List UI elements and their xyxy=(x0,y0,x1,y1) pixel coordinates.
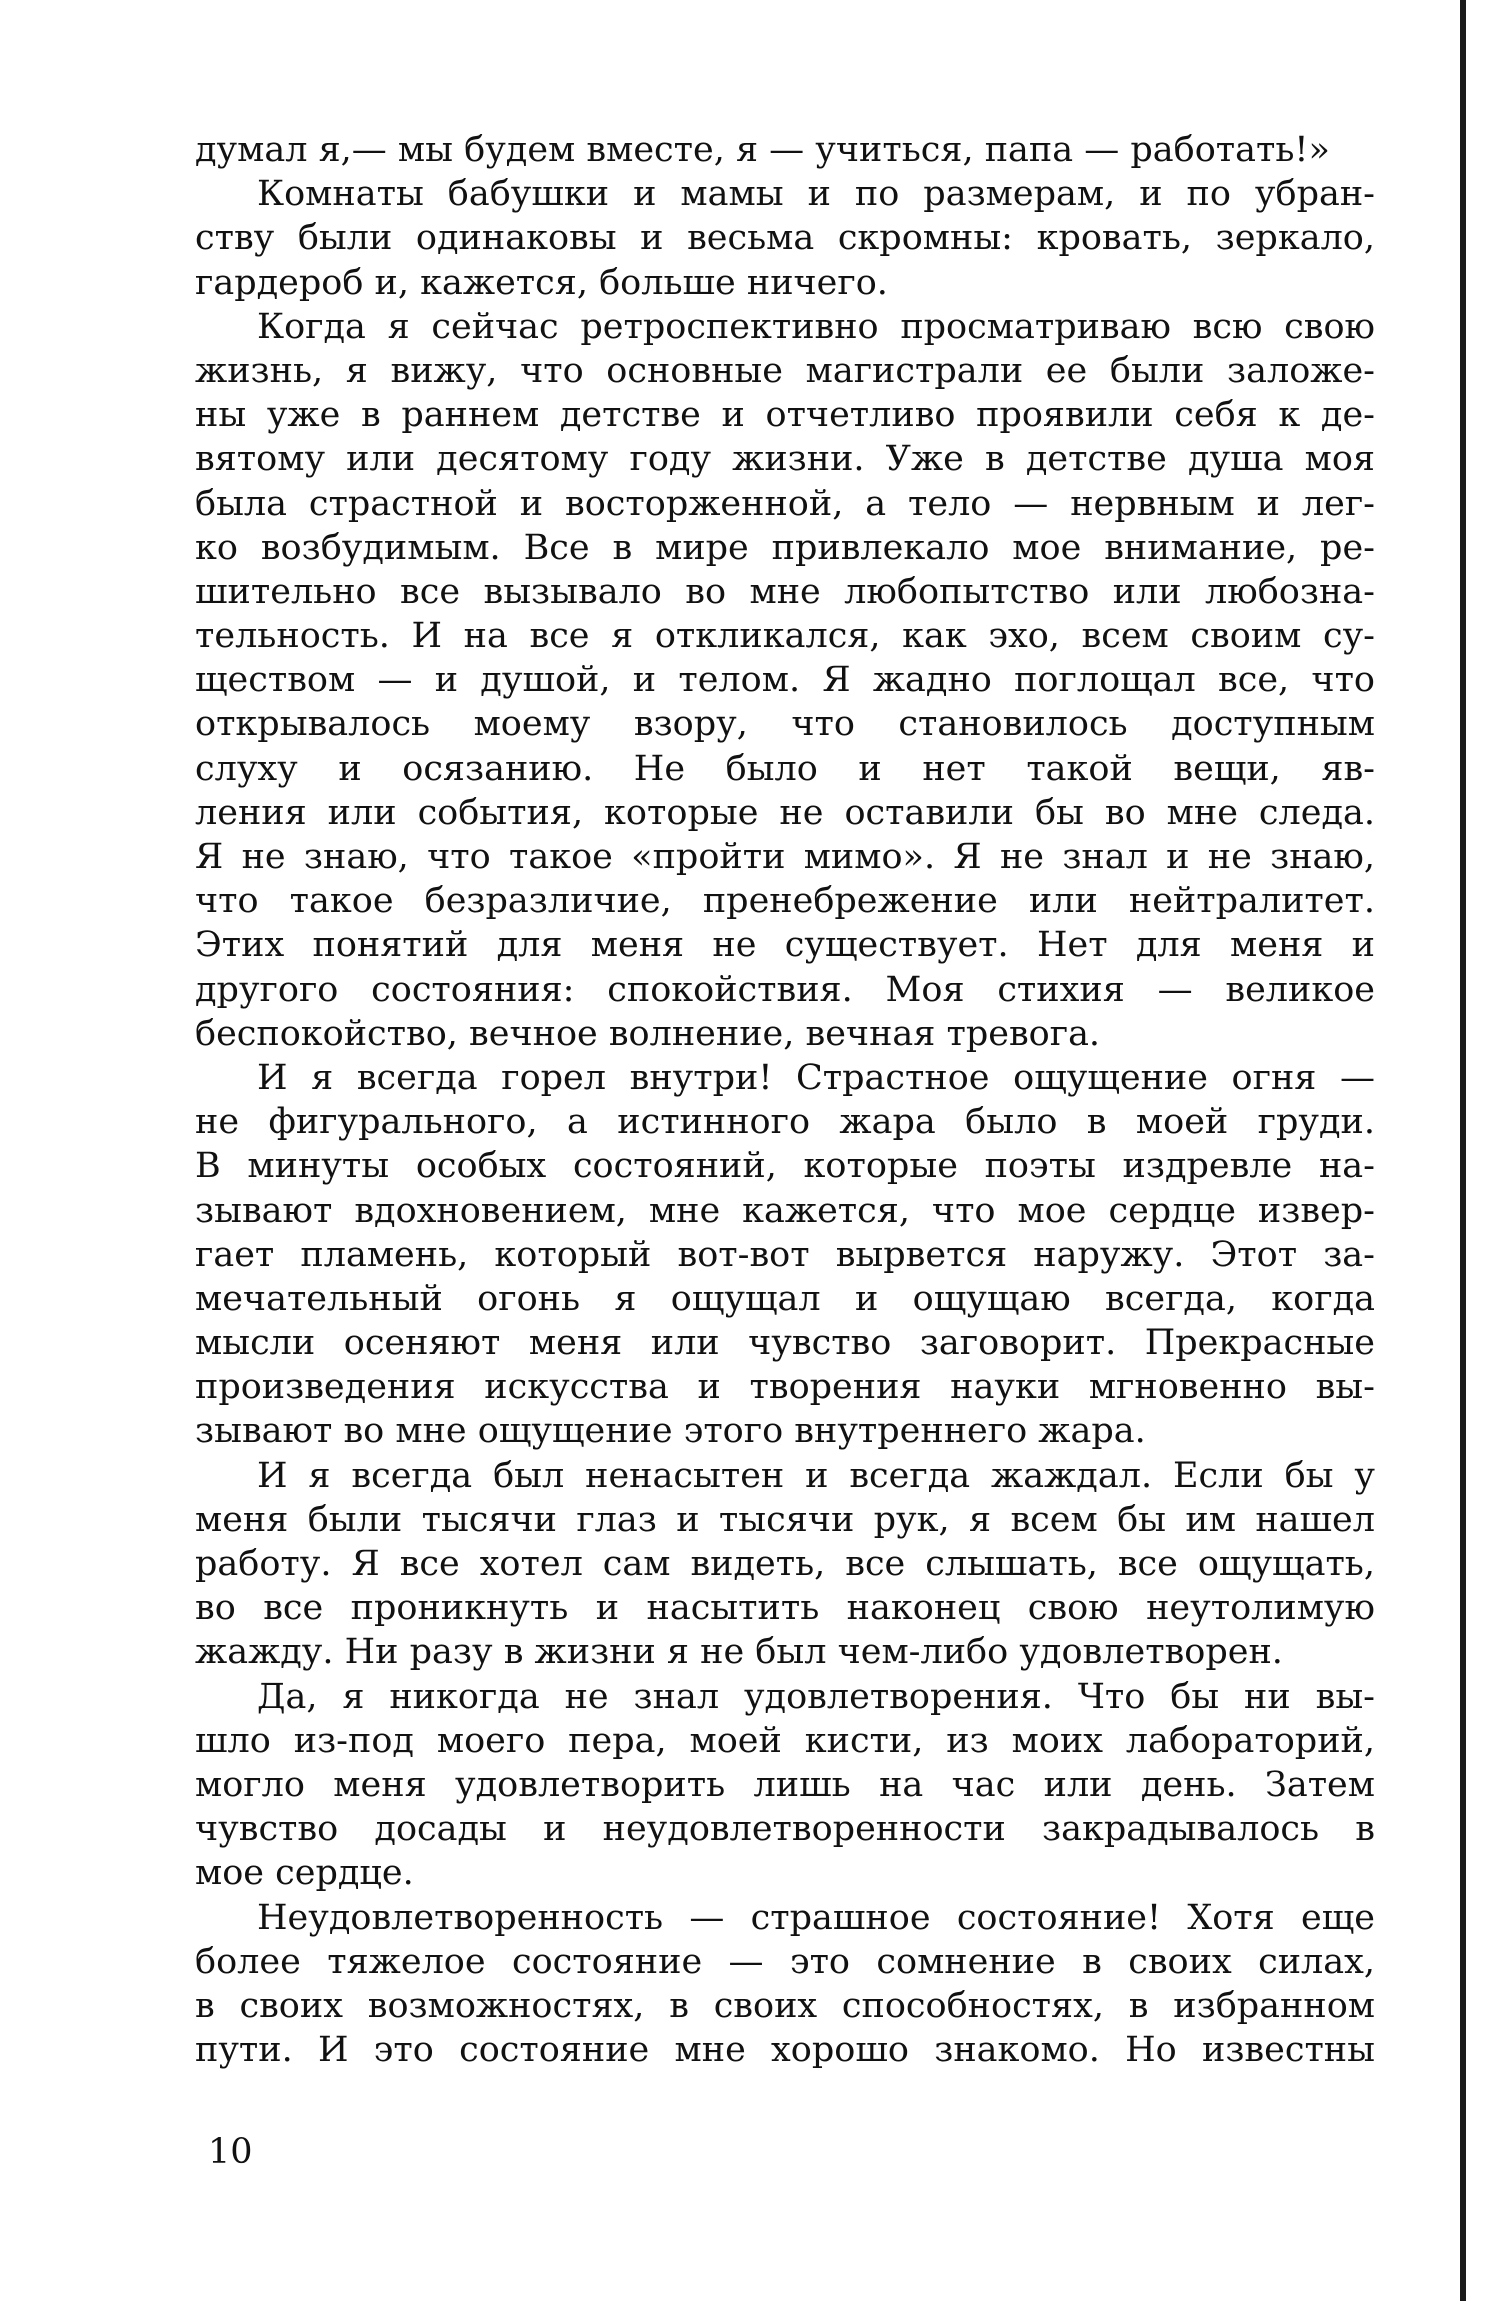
text-line: ны уже в раннем детстве и отчетливо проявили себя к де- xyxy=(195,395,1375,436)
text-line: работу. Я все хотел сам видеть, все слышать, все ощущать, xyxy=(195,1544,1375,1584)
text-line: мысли осеняют меня или чувство заговорит. Прекрасные xyxy=(195,1323,1375,1364)
text-line: что такое безразличие, пренебрежение или нейтралитет. xyxy=(195,881,1375,922)
text-line: зывают во мне ощущение этого внутреннего жара. xyxy=(195,1411,1146,1452)
text-line: жажду. Ни разу в жизни я не был чем-либо удовлетворен. xyxy=(195,1632,1283,1673)
text-line: шительно все вызывало во мне любопытство или любозна- xyxy=(195,571,1375,612)
text-line: произведения искусства и творения науки мгновенно вы- xyxy=(195,1367,1375,1408)
text-line: Этих понятий для меня не существует. Нет для меня и xyxy=(195,925,1375,966)
text-line: Комнаты бабушки и мамы и по размерам, и по убран- xyxy=(257,174,1375,215)
text-line: мое сердце. xyxy=(195,1853,414,1894)
page-number: 10 xyxy=(208,2132,253,2172)
text-line: гардероб и, кажется, больше ничего. xyxy=(195,262,888,303)
text-line: Неудовлетворенность — страшное состояние! Хотя еще xyxy=(257,1897,1375,1938)
text-line: открывалось моему взору, что становилось доступным xyxy=(195,704,1375,745)
text-line: В минуты особых состояний, которые поэты издревле на- xyxy=(195,1146,1375,1187)
text-line: И я всегда горел внутри! Страстное ощущение огня — xyxy=(257,1057,1375,1098)
text-line: пути. И это состояние мне хорошо знакомо. Но известны xyxy=(195,2030,1375,2071)
text-line: ществом — и душой, и телом. Я жадно поглощал все, что xyxy=(195,660,1375,701)
text-line: Когда я сейчас ретроспективно просматриваю всю свою xyxy=(257,306,1375,347)
text-line: шло из-под моего пера, моей кисти, из моих лабораторий, xyxy=(195,1720,1375,1761)
text-line: Я не знаю, что такое «пройти мимо». Я не знал и не знаю, xyxy=(195,837,1375,877)
text-line: И я всегда был ненасытен и всегда жаждал. Если бы у xyxy=(257,1455,1375,1496)
text-line: зывают вдохновением, мне кажется, что мое сердце извер- xyxy=(195,1190,1375,1231)
text-line: в своих возможностях, в своих способностях, в избранном xyxy=(195,1985,1375,2026)
text-line: слуху и осязанию. Не было и нет такой вещи, яв- xyxy=(195,748,1375,789)
text-line: жизнь, я вижу, что основные магистрали ее были заложе- xyxy=(195,350,1375,391)
text-line: была страстной и восторженной, а тело — нервным и лег- xyxy=(195,483,1375,524)
text-line: вятому или десятому году жизни. Уже в детстве душа моя xyxy=(195,439,1375,480)
text-line: другого состояния: спокойствия. Моя стихия — великое xyxy=(195,969,1375,1010)
text-line: гает пламень, который вот-вот вырвется наружу. Этот за- xyxy=(195,1234,1375,1275)
text-line: более тяжелое состояние — это сомнение в своих силах, xyxy=(195,1941,1375,1982)
text-line: ления или события, которые не оставили бы во мне следа. xyxy=(195,792,1375,833)
text-line: ству были одинаковы и весьма скромны: кровать, зеркало, xyxy=(195,218,1375,259)
page-edge-shadow xyxy=(1460,0,1466,2301)
book-text-body xyxy=(195,128,1375,2072)
text-line: думал я,— мы будем вместе, я — учиться, папа — работать!» xyxy=(195,130,1330,170)
text-line: тельность. И на все я откликался, как эхо, всем своим су- xyxy=(195,616,1375,657)
text-line: Да, я никогда не знал удовлетворения. Что бы ни вы- xyxy=(257,1676,1375,1717)
text-line: меня были тысячи глаз и тысячи рук, я всем бы им нашел xyxy=(195,1499,1375,1540)
text-line: ко возбудимым. Все в мире привлекало мое внимание, ре- xyxy=(195,527,1375,568)
text-line: мечательный огонь я ощущал и ощущаю всегда, когда xyxy=(195,1278,1375,1319)
text-line: могло меня удовлетворить лишь на час или день. Затем xyxy=(195,1764,1375,1805)
text-line: беспокойство, вечное волнение, вечная тревога. xyxy=(195,1013,1101,1054)
text-line: не фигурального, а истинного жара было в моей груди. xyxy=(195,1102,1375,1143)
text-line: во все проникнуть и насытить наконец свою неутолимую xyxy=(195,1588,1375,1629)
text-line: чувство досады и неудовлетворенности закрадывалось в xyxy=(195,1809,1375,1850)
